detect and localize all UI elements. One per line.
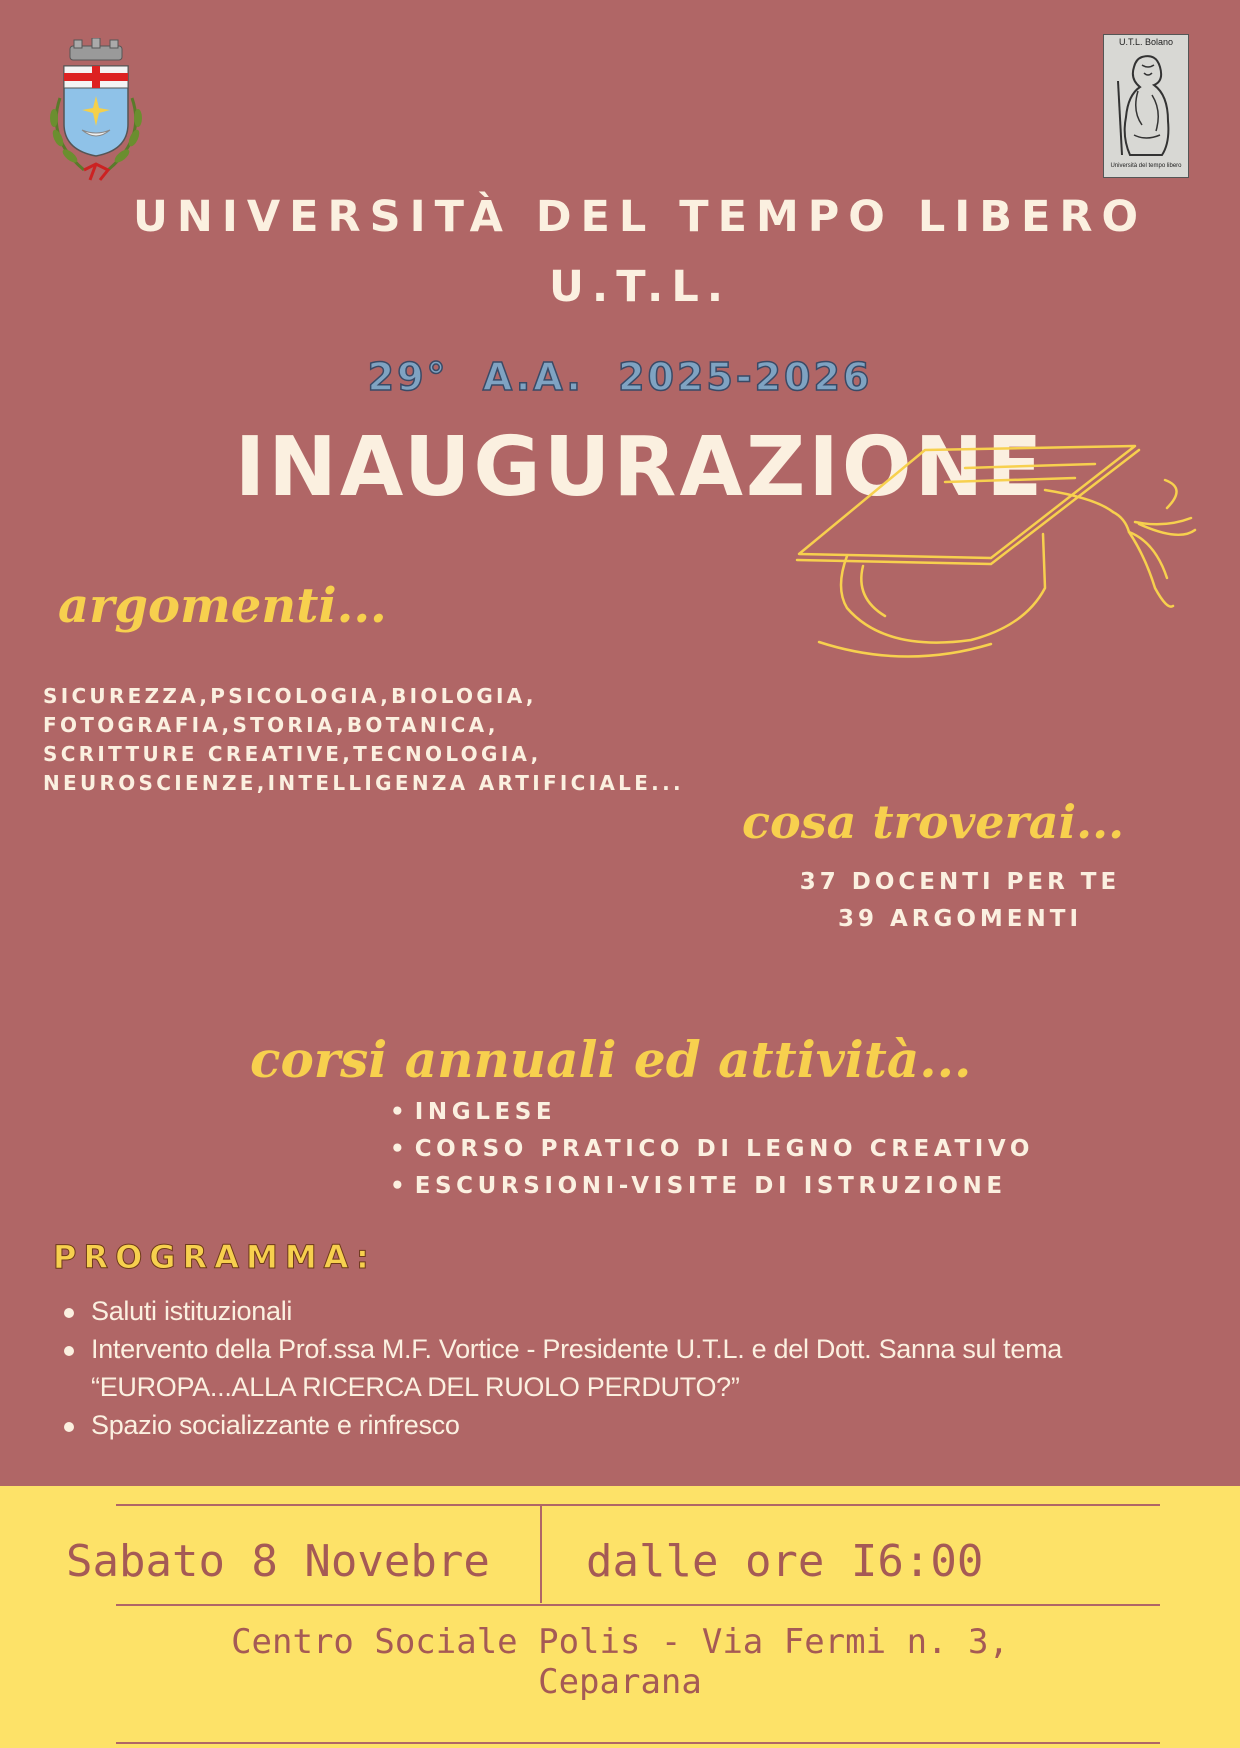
- academic-year: 29° A.A. 2025-2026: [367, 355, 873, 399]
- program-list: [60, 1292, 1180, 1444]
- list-item: • CORSO PRATICO DI LEGNO CREATIVO: [390, 1131, 1034, 1168]
- topics-heading: argomenti...: [58, 578, 387, 634]
- topics-list: [43, 682, 684, 798]
- location-line: Centro Sociale Polis - Via Fermi n. 3,: [231, 1622, 1009, 1662]
- offer-heading: cosa troverai...: [742, 795, 1125, 849]
- event-details-footer: [0, 1486, 1240, 1748]
- list-item: • ESCURSIONI-VISITE DI ISTRUZIONE: [390, 1168, 1034, 1205]
- divider: [116, 1604, 1160, 1606]
- event-location: [0, 1622, 1240, 1702]
- sketch-figure-icon: [1112, 51, 1180, 159]
- list-item: • INGLESE: [390, 1094, 1034, 1131]
- graduation-cap-icon: [795, 438, 1205, 672]
- divider: [116, 1742, 1160, 1744]
- offer-list: [760, 864, 1160, 938]
- list-item: Intervento della Prof.ssa M.F. Vortice - Presidente U.T.L. e del Dott. Sanna sul tema “EUROPA...ALLA RICERCA DEL RUOLO PERDUTO?”: [60, 1330, 1180, 1406]
- logo-top-text: U.T.L. Bolano: [1118, 37, 1174, 47]
- list-item: Saluti istituzionali: [60, 1292, 1180, 1330]
- courses-list: [390, 1094, 1034, 1205]
- divider: [540, 1506, 542, 1603]
- title-line2: U.T.L.: [548, 262, 732, 312]
- offer-line: 39 ARGOMENTI: [837, 906, 1083, 932]
- courses-heading: corsi annuali ed attività...: [250, 1030, 972, 1089]
- list-item: Spazio socializzante e rinfresco: [60, 1406, 1180, 1444]
- topics-line: SICUREZZA,PSICOLOGIA,BIOLOGIA,: [43, 684, 537, 708]
- topics-line: FOTOGRAFIA,STORIA,BOTANICA,: [43, 713, 499, 737]
- location-line: Ceparana: [538, 1662, 702, 1702]
- title-line1: UNIVERSITÀ DEL TEMPO LIBERO: [132, 192, 1148, 242]
- event-title: INAUGURAZIONE: [234, 420, 1046, 515]
- divider: [116, 1504, 1160, 1506]
- offer-line: 37 DOCENTI PER TE: [799, 869, 1121, 895]
- event-time: dalle ore I6:00: [586, 1536, 984, 1587]
- topics-line: SCRITTURE CREATIVE,TECNOLOGIA,: [43, 742, 542, 766]
- logo-bottom-text: Università del tempo libero: [1110, 163, 1182, 169]
- utl-logo: [1103, 34, 1189, 178]
- topics-line: NEUROSCIENZE,INTELLIGENZA ARTIFICIALE...: [43, 771, 684, 795]
- event-date: Sabato 8 Novebre: [66, 1536, 490, 1587]
- program-heading: PROGRAMMA:: [53, 1238, 376, 1276]
- crest-icon: [44, 38, 148, 186]
